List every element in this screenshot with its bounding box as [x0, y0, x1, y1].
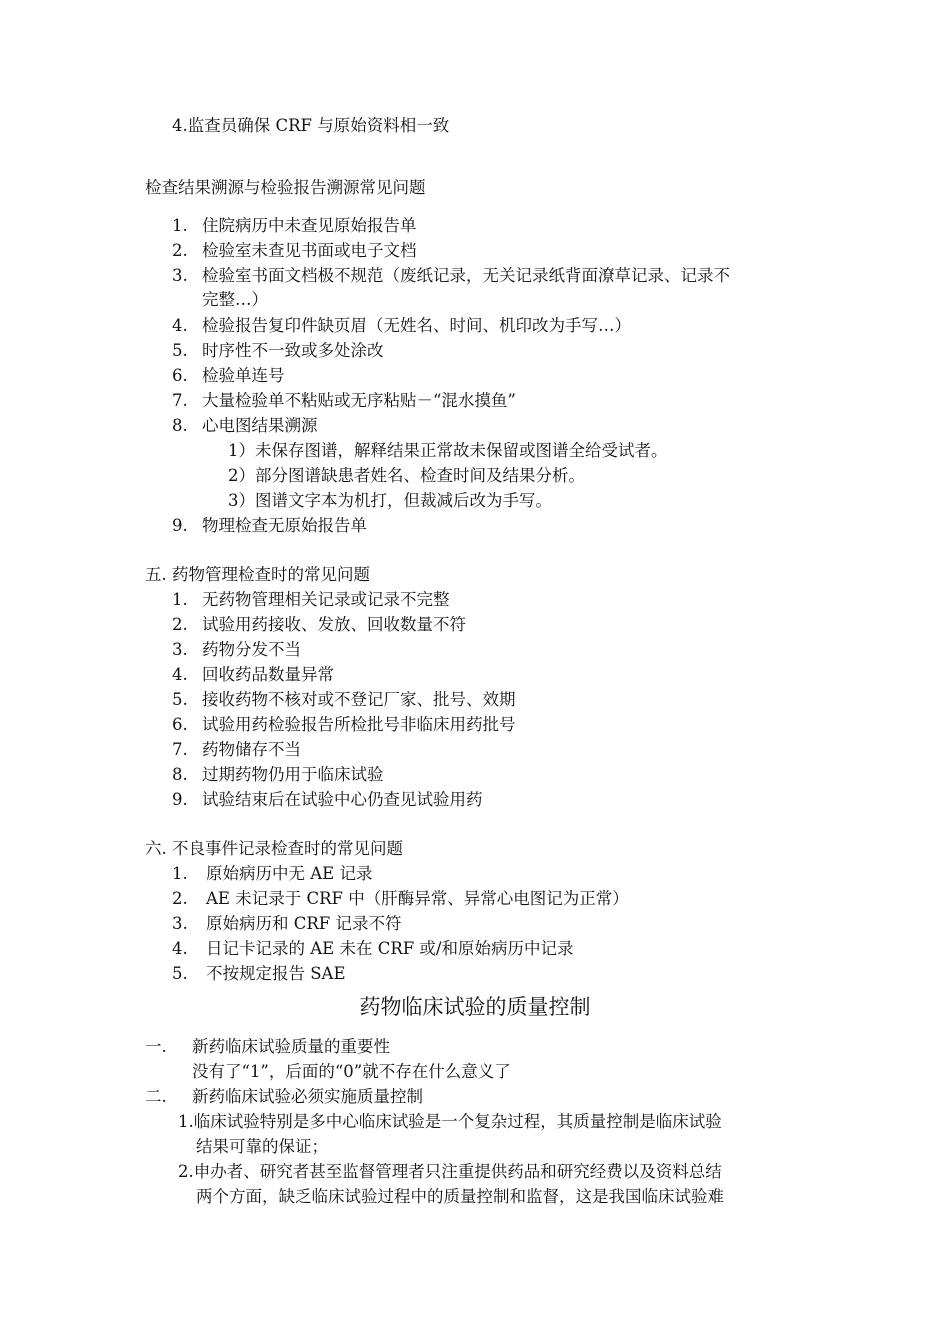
- paragraph-continuation: 结果可靠的保证；: [196, 1137, 328, 1156]
- section-heading: 新药临床试验质量的重要性: [192, 1037, 390, 1056]
- list-item-continuation: 完整…）: [202, 290, 268, 309]
- paragraph: 没有了“1”，后面的“0”就不存在什么意义了: [192, 1062, 511, 1081]
- section-heading: 五. 药物管理检查时的常见问题: [145, 565, 370, 584]
- section-heading: 六. 不良事件记录检查时的常见问题: [145, 839, 403, 858]
- list-item: 1. 住院病历中未查见原始报告单: [172, 216, 417, 235]
- list-item: 3. 检验室书面文档极不规范（废纸记录，无关记录纸背面潦草记录、记录不: [172, 266, 730, 285]
- paragraph-continuation: 两个方面，缺乏临床试验过程中的质量控制和监督，这是我国临床试验难: [196, 1187, 724, 1206]
- sub-list-item: 2）部分图谱缺患者姓名、检查时间及结果分析。: [228, 466, 585, 485]
- list-item: 7. 大量检验单不粘贴或无序粘贴－“混水摸鱼”: [172, 391, 516, 410]
- section-number: 二.: [145, 1087, 167, 1106]
- list-item: 4.监查员确保 CRF 与原始资料相一致: [172, 116, 450, 135]
- list-item: 6. 检验单连号: [172, 366, 285, 385]
- list-item: 3. 原始病历和 CRF 记录不符: [172, 914, 402, 933]
- list-item: 9. 物理检查无原始报告单: [172, 516, 367, 535]
- paragraph: 1.临床试验特别是多中心临床试验是一个复杂过程，其质量控制是临床试验: [178, 1112, 722, 1131]
- list-item: 8. 过期药物仍用于临床试验: [172, 765, 384, 784]
- list-item: 5. 不按规定报告 SAE: [172, 964, 346, 983]
- list-item: 5. 接收药物不核对或不登记厂家、批号、效期: [172, 690, 516, 709]
- list-item: 2. 检验室未查见书面或电子文档: [172, 241, 417, 260]
- list-item: 7. 药物储存不当: [172, 740, 301, 759]
- sub-list-item: 3）图谱文字本为机打，但裁减后改为手写。: [228, 491, 552, 510]
- page-title: 药物临床试验的质量控制: [359, 995, 591, 1019]
- list-item: 5. 时序性不一致或多处涂改: [172, 341, 384, 360]
- list-item: 2. AE 未记录于 CRF 中（肝酶异常、异常心电图记为正常）: [172, 889, 629, 908]
- list-item: 8. 心电图结果溯源: [172, 416, 318, 435]
- list-item: 9. 试验结束后在试验中心仍查见试验用药: [172, 790, 483, 809]
- list-item: 4. 日记卡记录的 AE 未在 CRF 或/和原始病历中记录: [172, 939, 574, 958]
- section-heading: 检查结果溯源与检验报告溯源常见问题: [145, 178, 426, 197]
- list-item: 3. 药物分发不当: [172, 640, 301, 659]
- section-number: 一.: [145, 1037, 167, 1056]
- list-item: 4. 检验报告复印件缺页眉（无姓名、时间、机印改为手写…）: [172, 316, 631, 335]
- list-item: 1. 原始病历中无 AE 记录: [172, 864, 373, 883]
- sub-list-item: 1）未保存图谱，解释结果正常故未保留或图谱全给受试者。: [228, 441, 668, 460]
- list-item: 1. 无药物管理相关记录或记录不完整: [172, 590, 450, 609]
- paragraph: 2.申办者、研究者甚至监督管理者只注重提供药品和研究经费以及资料总结: [178, 1162, 722, 1181]
- list-item: 2. 试验用药接收、发放、回收数量不符: [172, 615, 466, 634]
- section-heading: 新药临床试验必须实施质量控制: [192, 1087, 423, 1106]
- list-item: 6. 试验用药检验报告所检批号非临床用药批号: [172, 715, 516, 734]
- list-item: 4. 回收药品数量异常: [172, 665, 334, 684]
